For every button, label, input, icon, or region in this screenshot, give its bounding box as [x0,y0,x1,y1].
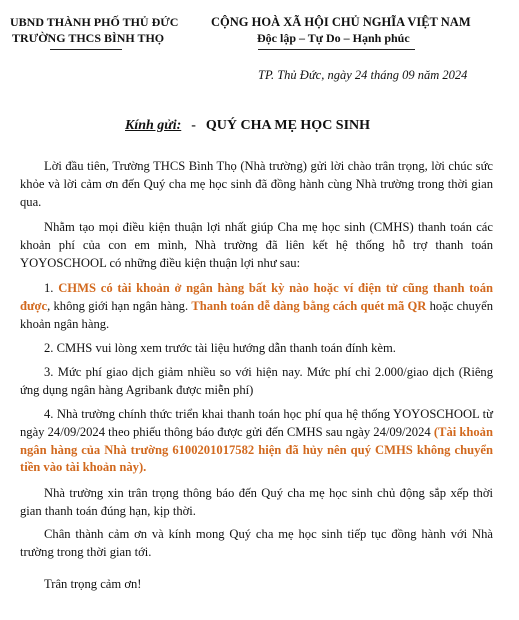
org-name-school: TRƯỜNG THCS BÌNH THỌ [12,31,165,45]
item-1-highlight-qr: Thanh toán dễ dàng bằng cách quét mã QR [191,298,427,313]
item-2: 2. CMHS vui lòng xem trước tài liệu hướng dẫn thanh toán đính kèm. [44,341,396,355]
item-1-suffix: hoặc chuyển khoản ngân hàng. [20,298,493,331]
org-underline [50,49,122,50]
motto-underline [258,49,415,50]
notice-paragraph: Nhà trường xin trân trọng thông báo đến Quý cha mẹ học sinh chủ động sắp xếp thời gian thanh toán đúng hạn, kịp thời. [20,486,493,518]
country-motto: Độc lập – Tự Do – Hạnh phúc [257,31,410,45]
document-date: TP. Thủ Đức, ngày 24 tháng 09 năm 2024 [258,68,468,82]
item-1-mid: , không giới hạn ngân hàng. [47,298,192,313]
salutation-dash: - [191,118,196,133]
salutation-label: Kính gửi: [125,118,182,133]
salutation-recipient: QUÝ CHA MẸ HỌC SINH [205,118,371,133]
item-4-highlight-account: (Tài khoản ngân hàng của Nhà trường 6100201017582 hiện đã hủy nên quý CMHS không chuyển tiền vào tài khoản này). [20,424,493,475]
salutation [125,118,370,134]
org-name-city: UBND THÀNH PHỐ THỦ ĐỨC [10,15,179,29]
item-1 [20,280,493,333]
item-3: 3. Mức phí giao dịch giảm nhiều so với hiện nay. Mức phí chỉ 2.000/giao dịch (Riêng ứng dụng ngân hàng Agribank được miễn phí) [20,365,493,397]
intro-paragraph: Lời đầu tiên, Trường THCS Bình Thọ (Nhà trường) gửi lời chào trân trọng, lời chúc sức khỏe và lời cảm ơn đến Quý cha mẹ học sinh đã đồng hành cùng Nhà trường trong thời gian qua. [20,159,493,209]
item-4-text: 4. Nhà trường chính thức triển khai thanh toán học phí qua hệ thống YOYOSCHOOL từ ngày 24/09/2024 theo phiếu thông báo được gửi đến CMHS sau ngày 24/09/2024 [20,407,493,439]
item-1-prefix: 1. [44,281,59,295]
thanks-paragraph: Chân thành cảm ơn và kính mong Quý cha mẹ học sinh tiếp tục đồng hành với Nhà trường trong thời gian tới. [20,527,493,559]
item-1-highlight-banks: CHMS có tài khoản ở ngân hàng bất kỳ nào hoặc ví điện tử cũng thanh toán được [20,281,494,313]
item-4 [20,406,493,477]
closing-line: Trân trọng cảm ơn! [44,577,142,591]
purpose-paragraph: Nhằm tạo mọi điều kiện thuận lợi nhất giúp Cha mẹ học sinh (CMHS) thanh toán các khoản phí của con em mình, Nhà trường đã liên kết hệ thống hỗ trợ thanh toán YOYOSCHOOL có những điều kiện thuận lợi như sau: [20,220,493,270]
country-name: CỘNG HOÀ XÃ HỘI CHỦ NGHĨA VIỆT NAM [211,15,471,29]
